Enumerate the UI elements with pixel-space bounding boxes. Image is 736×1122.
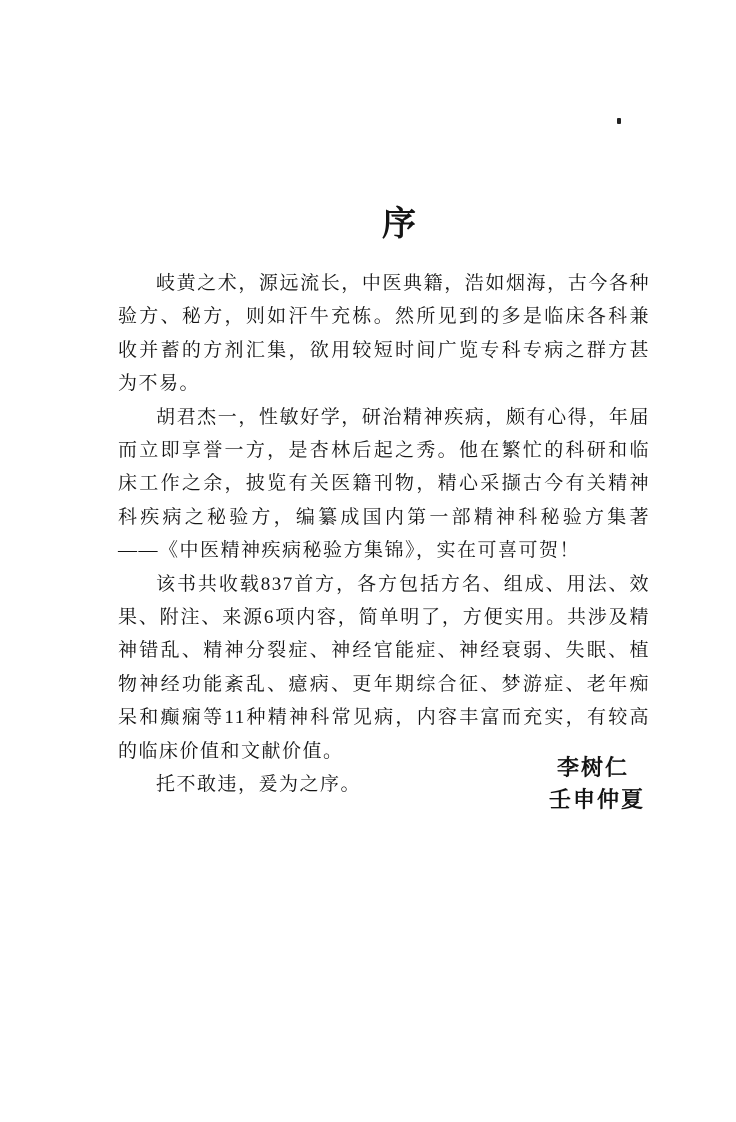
signature-name: 李树仁 [556,755,629,780]
signature-block [549,752,645,816]
signature-date: 壬申仲夏 [548,787,645,812]
preface-body [118,267,650,802]
preface-paragraph-1: 岐黄之术，源远流长，中医典籍，浩如烟海，古今各种验方、秘方，则如汗牛充栋。然所见到的多是临床各科兼收并蓄的方剂汇集，欲用较短时间广览专科专病之群方甚为不易。 [118,273,650,395]
preface-title: 序 [382,206,418,243]
preface-paragraph-2: 胡君杰一，性敏好学，研治精神疾病，颇有心得，年届而立即享誉一方，是杏林后起之秀。他在繁忙的科研和临床工作之余，披览有关医籍刊物，精心采撷古今有关精神科疾病之秘验方，编纂成国内第一部精神科秘验方集著——《中医精神疾病秘验方集锦》，实在可喜可贺！ [118,406,650,562]
preface-paragraph-3: 该书共收载837首方，各方包括方名、组成、用法、效果、附注、来源6项内容，简单明了，方便实用。共涉及精神错乱、精神分裂症、神经官能症、神经衰弱、失眠、植物神经功能紊乱、癔病、更年期综合征、梦游症、老年痴呆和癫痫等11种精神科常见病，内容丰富而充实，有较高的临床价值和文献价值。 [118,573,650,762]
preface-paragraph-4: 托不敢违，爰为之序。 [156,774,362,796]
scan-speck [617,118,621,124]
